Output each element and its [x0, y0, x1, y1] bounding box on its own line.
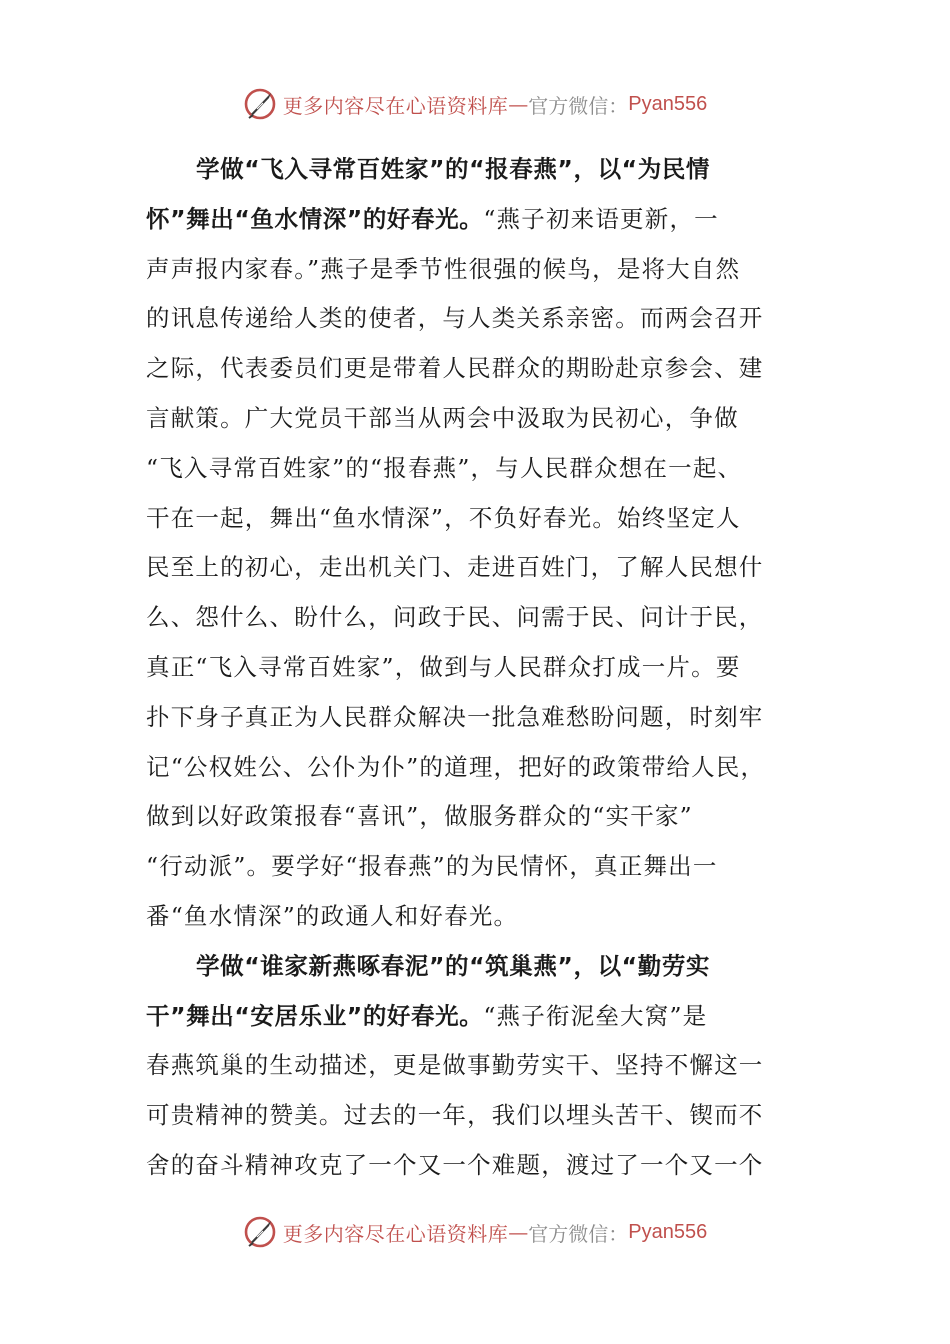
quill-logo-icon	[243, 1215, 277, 1249]
paragraph-2	[146, 942, 806, 1191]
text-line	[146, 145, 806, 195]
banner-wechat-id: Pyan556	[628, 1220, 708, 1243]
text-line	[146, 842, 806, 892]
line-text: 春燕筑巢的生动描述，更是做事勤劳实干、坚持不懈这一	[146, 1051, 764, 1080]
line-text: 真正“飞入寻常百姓家”，做到与人民群众打成一片。要	[146, 652, 741, 681]
line-text: 记“公权姓公、公仆为仆”的道理，把好的政策带给人民，	[146, 752, 766, 781]
banner-separator: —	[508, 1220, 529, 1244]
banner-text: 更多内容尽在心语资料库	[282, 93, 509, 118]
text-line	[146, 344, 806, 394]
text-line	[146, 792, 806, 842]
text-line	[146, 992, 806, 1042]
banner-wechat-id: Pyan556	[628, 92, 708, 115]
text-line	[146, 942, 806, 992]
bold-lead: 学做“飞入寻常百姓家”的“报春燕”，以“为民情	[196, 155, 711, 183]
line-text: “行动派”。要学好“报春燕”的为民情怀，真正舞出一	[146, 852, 718, 881]
text-line	[146, 245, 806, 295]
text-line	[146, 1091, 806, 1141]
line-text: 番“鱼水情深”的政通人和好春光。	[146, 901, 519, 930]
text-line	[146, 593, 806, 643]
bold-lead: 干”舞出“安居乐业”的好春光。	[146, 1001, 484, 1030]
line-text: “燕子衔泥垒大窝”是	[483, 1001, 708, 1030]
text-line	[146, 394, 806, 444]
line-text: 么、怨什么、盼什么，问政于民、问需于民、问计于民，	[146, 603, 764, 632]
line-text: 声声报内家春。”燕子是季节性很强的候鸟，是将大自然	[146, 254, 741, 283]
text-line	[146, 1041, 806, 1091]
banner-wechat-label: 官方微信：	[528, 1221, 629, 1246]
bold-lead: 学做“谁家新燕啄春泥”的“筑巢燕”，以“勤劳实	[196, 951, 711, 980]
line-text: “飞入寻常百姓家”的“报春燕”，与人民群众想在一起、	[146, 453, 743, 482]
text-line	[146, 294, 806, 344]
text-line	[146, 743, 806, 793]
banner-separator: —	[508, 92, 529, 116]
line-text: 舍的奋斗精神攻克了一个又一个难题，渡过了一个又一个	[146, 1150, 764, 1179]
line-text: “燕子初来语更新，一	[483, 204, 719, 233]
line-text: 扑下身子真正为人民群众解决一批急难愁盼问题，时刻牢	[146, 702, 764, 731]
line-text: 做到以好政策报春“喜讯”，做服务群众的“实干家”	[146, 802, 693, 831]
banner-text: 更多内容尽在心语资料库	[282, 1221, 509, 1246]
line-text: 民至上的初心，走出机关门、走进百姓门，了解人民想什	[146, 553, 764, 582]
line-text: 可贵精神的赞美。过去的一年，我们以埋头苦干、锲而不	[146, 1101, 764, 1130]
line-text: 之际，代表委员们更是带着人民群众的期盼赴京参会、建	[146, 354, 764, 383]
text-line	[146, 643, 806, 693]
text-line	[146, 494, 806, 544]
line-text: 的讯息传递给人类的使者，与人类关系亲密。而两会召开	[146, 304, 764, 333]
banner-wechat-label: 官方微信：	[528, 93, 629, 118]
text-line	[146, 444, 806, 494]
text-line	[146, 543, 806, 593]
bold-lead: 怀”舞出“鱼水情深”的好春光。	[146, 204, 484, 233]
text-line	[146, 693, 806, 743]
text-line	[146, 892, 806, 942]
text-line	[146, 1141, 806, 1191]
line-text: 干在一起，舞出“鱼水情深”，不负好春光。始终坚定人	[146, 503, 741, 532]
line-text: 言献策。广大党员干部当从两会中汲取为民初心，争做	[146, 403, 739, 432]
document-body	[146, 145, 806, 1191]
text-line	[146, 195, 806, 245]
quill-logo-icon	[243, 87, 277, 121]
footer-watermark-banner	[0, 1212, 950, 1252]
paragraph-1	[146, 145, 806, 942]
header-watermark-banner	[0, 84, 950, 124]
